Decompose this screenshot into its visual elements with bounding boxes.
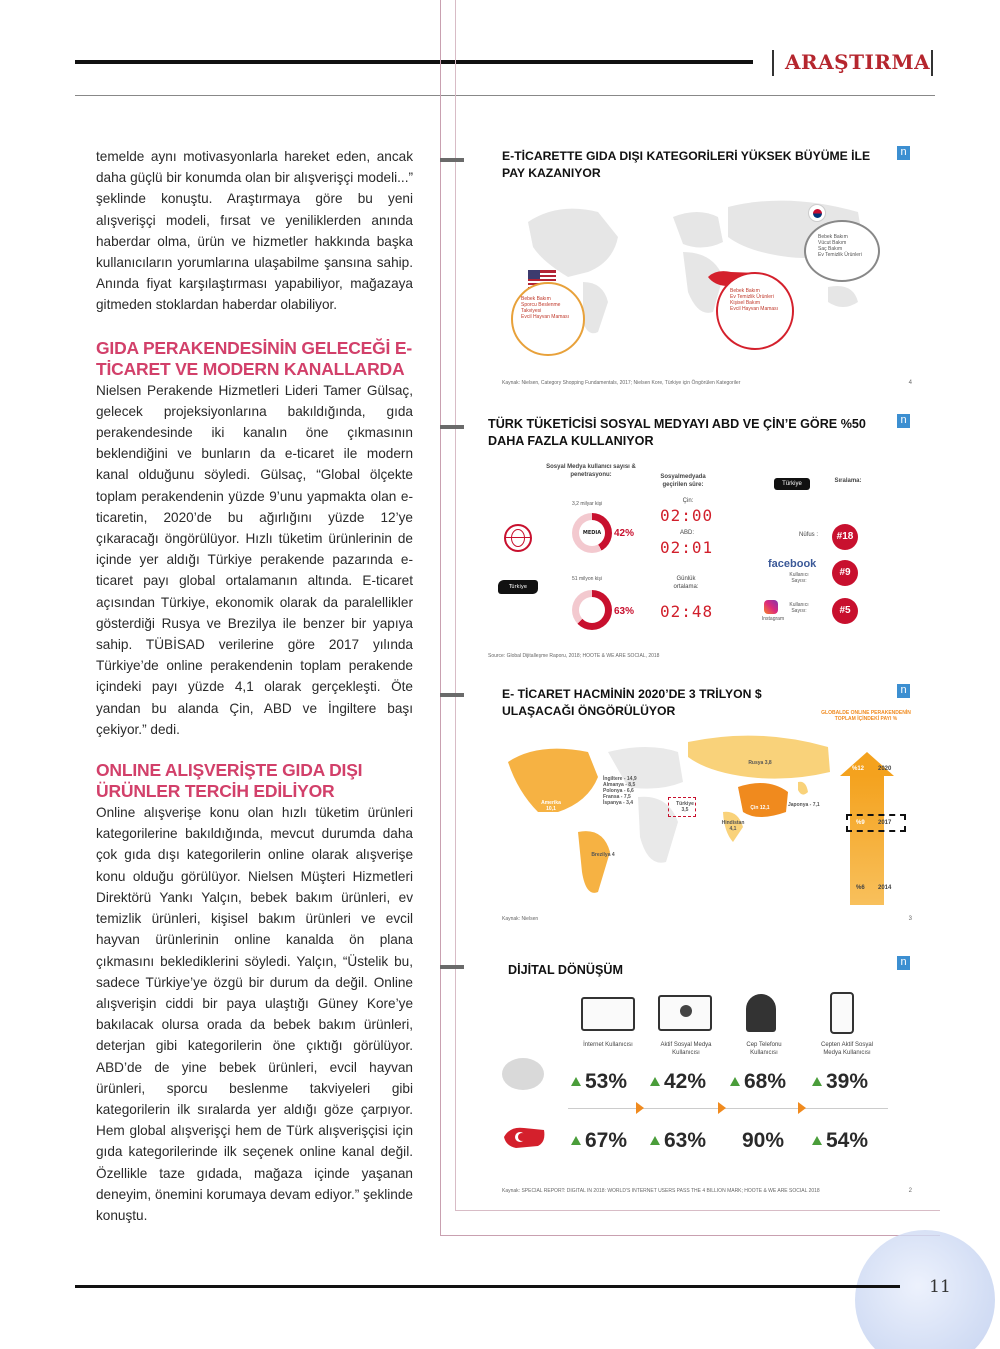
timeline-tick bbox=[440, 425, 464, 429]
instagram-label: Kullanıcı Sayısı: bbox=[789, 602, 809, 614]
timeline-tick bbox=[440, 965, 464, 969]
card-source: Kaynak: Nielsen bbox=[502, 916, 539, 922]
section-title: ARAŞTIRMA bbox=[785, 50, 931, 74]
card-title: DİJİTAL DÖNÜŞÜM bbox=[508, 963, 623, 977]
increase-arrow-icon bbox=[571, 1077, 581, 1086]
col-header-turkey: Türkiye bbox=[774, 478, 810, 490]
column-label: İnternet Kullanıcısı bbox=[583, 1042, 633, 1048]
header-rule bbox=[75, 60, 753, 64]
increase-arrow-icon bbox=[650, 1077, 660, 1086]
korea-category-list bbox=[818, 234, 874, 258]
timeline-tick bbox=[440, 158, 464, 162]
card-page: 2 bbox=[908, 1188, 912, 1194]
increase-arrow-icon bbox=[730, 1077, 740, 1086]
orange-arrow-icon bbox=[718, 1102, 726, 1114]
world-penetration-donut bbox=[572, 513, 612, 553]
turkey-flag-icon bbox=[502, 1122, 546, 1152]
population-label: Nüfus : bbox=[798, 532, 818, 538]
turkey-map-label: Türkiye bbox=[498, 580, 538, 594]
nielsen-logo-icon: n bbox=[897, 956, 910, 970]
timeline-bottom bbox=[440, 1235, 940, 1236]
column-label: Cepten Aktif Sosyal Medya Kullanıcısı bbox=[820, 1042, 874, 1056]
bar-percent: %12 bbox=[852, 766, 865, 772]
chart-legend: GLOBALDE ONLINE PERAKENDENİN TOPLAM İÇİNDEKİ PAYI % bbox=[821, 710, 911, 722]
list-item: Bebek Bakım bbox=[521, 296, 551, 302]
header-bar-left bbox=[772, 50, 774, 76]
media-label: MEDIA bbox=[579, 520, 605, 546]
card-side-strip bbox=[480, 172, 486, 372]
turkey-value bbox=[812, 1129, 868, 1153]
turkey-percent: 63% bbox=[614, 606, 635, 617]
japan-value: Japonya - 7,1 bbox=[788, 802, 820, 808]
global-value bbox=[730, 1070, 786, 1094]
col-header: Sıralama: bbox=[834, 478, 862, 484]
social-laptop-icon bbox=[658, 995, 712, 1031]
list-item: Evcil Hayvan Maması bbox=[730, 306, 779, 312]
card-source: Kaynak: SPECIAL REPORT: DIGITAL IN 2018: WORLD’S INTERNET USERS PASS THE 4 BILLION MARK; HOOTE & WE ARE SOCIAL 2018 bbox=[502, 1188, 820, 1194]
column-label: Cep Telefonu Kullanıcısı bbox=[746, 1042, 782, 1056]
article-column bbox=[96, 146, 413, 1226]
timeline-tick bbox=[440, 693, 464, 697]
instagram-logo-icon bbox=[764, 600, 778, 614]
nielsen-logo-icon: n bbox=[897, 684, 910, 698]
nielsen-logo-icon: n bbox=[897, 414, 910, 428]
value-text: 53% bbox=[585, 1070, 628, 1093]
turkey-value bbox=[650, 1129, 706, 1153]
list-item: Almanya - 8,5 bbox=[603, 782, 636, 788]
global-value bbox=[571, 1070, 627, 1094]
card-title: E- TİCARET HACMİNİN 2020’DE 3 TRİLYON $ ULAŞACAĞI ÖNGÖRÜLÜYOR bbox=[502, 687, 762, 718]
daily-average-label: Günlük ortalama: bbox=[673, 576, 699, 590]
card-bracket-bottom bbox=[455, 1210, 940, 1211]
increase-arrow-icon bbox=[650, 1136, 660, 1145]
list-item: Vücut Bakım bbox=[818, 240, 847, 246]
card-page: 4 bbox=[908, 380, 912, 386]
turkey-time: 02:48 bbox=[660, 602, 714, 621]
bar-year: 2017 bbox=[878, 820, 892, 826]
orange-arrow-icon bbox=[798, 1102, 806, 1114]
turkey-category-list bbox=[730, 288, 790, 312]
world-users: 3,2 milyar kişi bbox=[572, 501, 603, 507]
turkey-value: Türkiye 3,5 bbox=[676, 801, 694, 813]
increase-arrow-icon bbox=[812, 1136, 822, 1145]
turkey-value bbox=[571, 1129, 627, 1153]
global-value bbox=[650, 1070, 706, 1094]
header-thin-rule bbox=[75, 95, 935, 96]
globe-icon bbox=[504, 524, 532, 552]
turkey-users: 51 milyon kişi bbox=[572, 576, 603, 582]
value-text: 54% bbox=[826, 1129, 869, 1152]
china-value: Çin 12,1 bbox=[750, 805, 770, 811]
article-paragraph-1: temelde aynı motivasyonlarla hareket eden, ancak daha güçlü bir konumda olan bir alışverişçi modeli...” şeklinde konuştu. Araştırmaya göre bu yeni alışverişçi modeli, fırsat ve yeniliklerden anında haberdar olma, ürün ve hizmetler hakkında başka kullanıcıların yorumlarına ulaşabilme şansına sahip. Anında fiyat karşılaştırması yapabiliyor, mağazaya gitmeden stoklardan haberdar olabiliyor. bbox=[96, 149, 413, 313]
usa-label: ABD: bbox=[679, 530, 694, 536]
world-globe-icon bbox=[502, 1058, 544, 1090]
card-side-strip bbox=[480, 982, 486, 1182]
facebook-logo-icon: facebook bbox=[768, 558, 817, 570]
usa-category-list bbox=[521, 296, 581, 320]
list-item: Kişisel Bakım bbox=[730, 300, 761, 306]
bar-year: 2020 bbox=[878, 766, 892, 772]
usa-value: Amerika 10,1 bbox=[541, 800, 561, 812]
footer-rule bbox=[75, 1285, 900, 1288]
article-heading-online: ONLINE ALIŞVERİŞTE GIDA DIŞI ÜRÜNLER TERCİH EDİLİYOR bbox=[96, 760, 363, 802]
usa-time: 02:01 bbox=[660, 538, 714, 557]
card-source: Kaynak: Nielsen, Category Shopping Fundamentals, 2017; Nielsen Kore, Türkiye için Öngörülen Kategoriler bbox=[502, 380, 741, 386]
infographic-card-categories bbox=[478, 142, 918, 392]
turkey-category-bubble bbox=[716, 272, 794, 350]
bar-year: 2014 bbox=[878, 885, 892, 891]
list-item: İngiltere - 14,9 bbox=[603, 776, 637, 782]
turkey-penetration-donut bbox=[572, 590, 612, 630]
increase-arrow-icon bbox=[812, 1077, 822, 1086]
card-page: 3 bbox=[908, 916, 912, 922]
list-item: Saç Bakım bbox=[818, 246, 843, 252]
value-text: 67% bbox=[585, 1129, 628, 1152]
russia-value: Rusya 3,8 bbox=[748, 760, 772, 766]
infographic-card-digital-transformation bbox=[478, 952, 918, 1200]
global-value bbox=[812, 1070, 868, 1094]
col-header: Sosyalmedyada geçirilen süre: bbox=[660, 474, 706, 488]
value-text: 90% bbox=[742, 1129, 785, 1152]
europe-values-list bbox=[603, 776, 653, 806]
world-percent: 42% bbox=[614, 528, 635, 539]
value-text: 68% bbox=[744, 1070, 787, 1093]
list-item: Evcil Hayvan Maması bbox=[521, 314, 570, 320]
nielsen-logo-icon: n bbox=[897, 146, 910, 160]
article-heading-future: GIDA PERAKENDESİNİN GELECEĞİ E-TİCARET VE MODERN KANALLARDA bbox=[96, 337, 412, 379]
value-text: 63% bbox=[664, 1129, 707, 1152]
increase-arrow-icon bbox=[571, 1136, 581, 1145]
bar-percent: %6 bbox=[856, 885, 865, 891]
china-time: 02:00 bbox=[660, 506, 714, 525]
timeline-line bbox=[440, 0, 441, 1235]
list-item: Polonya - 6,6 bbox=[603, 788, 634, 794]
turkey-value bbox=[742, 1129, 784, 1153]
card-source: Source: Global Dijitalleşme Raporu, 2018; HOOTE & WE ARE SOCIAL, 2018 bbox=[488, 653, 660, 659]
usa-category-bubble bbox=[511, 282, 585, 356]
list-item: Ev Temizlik Ürünleri bbox=[818, 252, 862, 258]
instagram-brand: Instagram bbox=[761, 616, 785, 622]
phone-user-icon bbox=[746, 994, 776, 1032]
value-text: 42% bbox=[664, 1070, 707, 1093]
china-label: Çin: bbox=[682, 498, 694, 504]
article-paragraph-3: Online alışverişe konu olan hızlı tüketim ürünleri kategorilerine bakıldığında, mevcut durumda daha çok gıda dışı kategorilerin online olarak alışverişe konu olduğu görülüyor. Nielsen Müşteri Hizmetleri Direktörü Yankı Yalçın, bebek bakım ürünleri, ev temizlik ürünleri, kişisel bakım ürünleri ve evcil hayvan ürünlerinin online kanalda ön plana çıkmasını beklediklerini söyledi. Yalçın, “Üstelik bu, sadece Türkiye’ye özgü bir durum da değil. Online alışverişin ciddi bir paya ulaştığı Güney Kore’ye bakılacak olursa orada da bebek bakım ürünleri, deterjan gibi kategorilerin öne çıktığı görülüyor. ABD’de de yine bebek ürünleri, evcil hayvan ürünleri, sporcu beslenme takviyeleri gibi kategorilerin ilk sıralarda yer aldığı göze çarpıyor. Hem global alışverişçi hem de Türk alışverişçisi için gıda kategorilerinde ilk seçenek online kanal değil. Özellikle taze gıdada, mağaza içinde yaşanan deneyim, önemini korumaya devam ediyor.” şeklinde konuştu. bbox=[96, 805, 413, 1223]
infographic-card-social-media bbox=[478, 410, 918, 665]
value-text: 39% bbox=[826, 1070, 869, 1093]
list-item: Bebek Bakım bbox=[730, 288, 760, 294]
article-paragraph-2: Nielsen Perakende Hizmetleri Lideri Tamer Gülsaç, gelecek projeksiyonlarına bakıldığında, gıda perakendesinde iki kanalın öne çıkmasının beklendiğini ve bunların da e-ticaret ile modern kanal olduğunu söyledi. Gülsaç, “Global ölçekte toplam perakendenin yüzde 9’unu yapmakta olan e-ticaretin, 2020’de bu ağırlığını yüzde 12’ye çıkaracağı öngörülüyor. Hızlı tüketim ürünlerinin de içinde yer aldığı Türkiye perakende pazarında e-ticaret payı global ortalamanın altında. E-ticaret açısından Türkiye, ekonomik olarak da paralellikler gösterdiği Rusya ve Brezilya ile benzer bir yapıya sahip. TÜBİSAD verilerine göre 2017 yılında Türkiye’de online perakendenin toplam perakende içindeki payı yüzde 4,1 olarak gerçekleşti. Öte yandan bu alanda Çin, ABD ve İngiltere başı çekiyor.” dedi. bbox=[96, 382, 413, 737]
col-header: Sosyal Medya kullanıcı sayısı & penetrasyonu: bbox=[546, 464, 636, 478]
korea-category-bubble bbox=[804, 220, 880, 282]
list-item: Sporcu Beslenme Takviyesi bbox=[521, 302, 561, 314]
facebook-label: Kullanıcı Sayısı: bbox=[789, 572, 809, 584]
mobile-social-icon bbox=[830, 992, 854, 1034]
brazil-value: Brezilya 4 bbox=[591, 852, 615, 858]
facebook-rank-badge: #9 bbox=[832, 560, 858, 586]
list-item: Fransa - 7,5 bbox=[603, 794, 631, 800]
column-label: Aktif Sosyal Medya Kullanıcısı bbox=[660, 1042, 712, 1056]
population-rank-badge: #18 bbox=[832, 524, 858, 550]
2017-marker-box bbox=[846, 814, 906, 832]
card-title: E-TİCARETTE GIDA DIŞI KATEGORİLERİ YÜKSEK BÜYÜME İLE PAY KAZANIYOR bbox=[502, 149, 871, 180]
card-title: TÜRK TÜKETİCİSİ SOSYAL MEDYAYI ABD VE ÇİN’E GÖRE %50 DAHA FAZLA KULLANIYOR bbox=[488, 417, 866, 448]
india-value: Hindistan 4,1 bbox=[721, 820, 745, 832]
card-side-strip bbox=[480, 710, 486, 910]
row-divider bbox=[568, 1108, 888, 1109]
ecommerce-world-map bbox=[498, 732, 838, 902]
card-bracket-line bbox=[455, 0, 456, 1210]
list-item: Ev Temizlik Ürünleri bbox=[730, 294, 774, 300]
computer-icon bbox=[581, 997, 635, 1031]
list-item: Bebek Bakım bbox=[818, 234, 848, 240]
page-number: 11 bbox=[929, 1277, 951, 1297]
korea-flag-icon bbox=[808, 204, 826, 222]
header-bar-right bbox=[931, 50, 933, 76]
bar-percent: %9 bbox=[856, 820, 865, 826]
list-item: İspanya - 3,4 bbox=[603, 800, 634, 806]
orange-arrow-icon bbox=[636, 1102, 644, 1114]
infographic-card-ecommerce-volume bbox=[478, 680, 918, 930]
instagram-rank-badge: #5 bbox=[832, 598, 858, 624]
